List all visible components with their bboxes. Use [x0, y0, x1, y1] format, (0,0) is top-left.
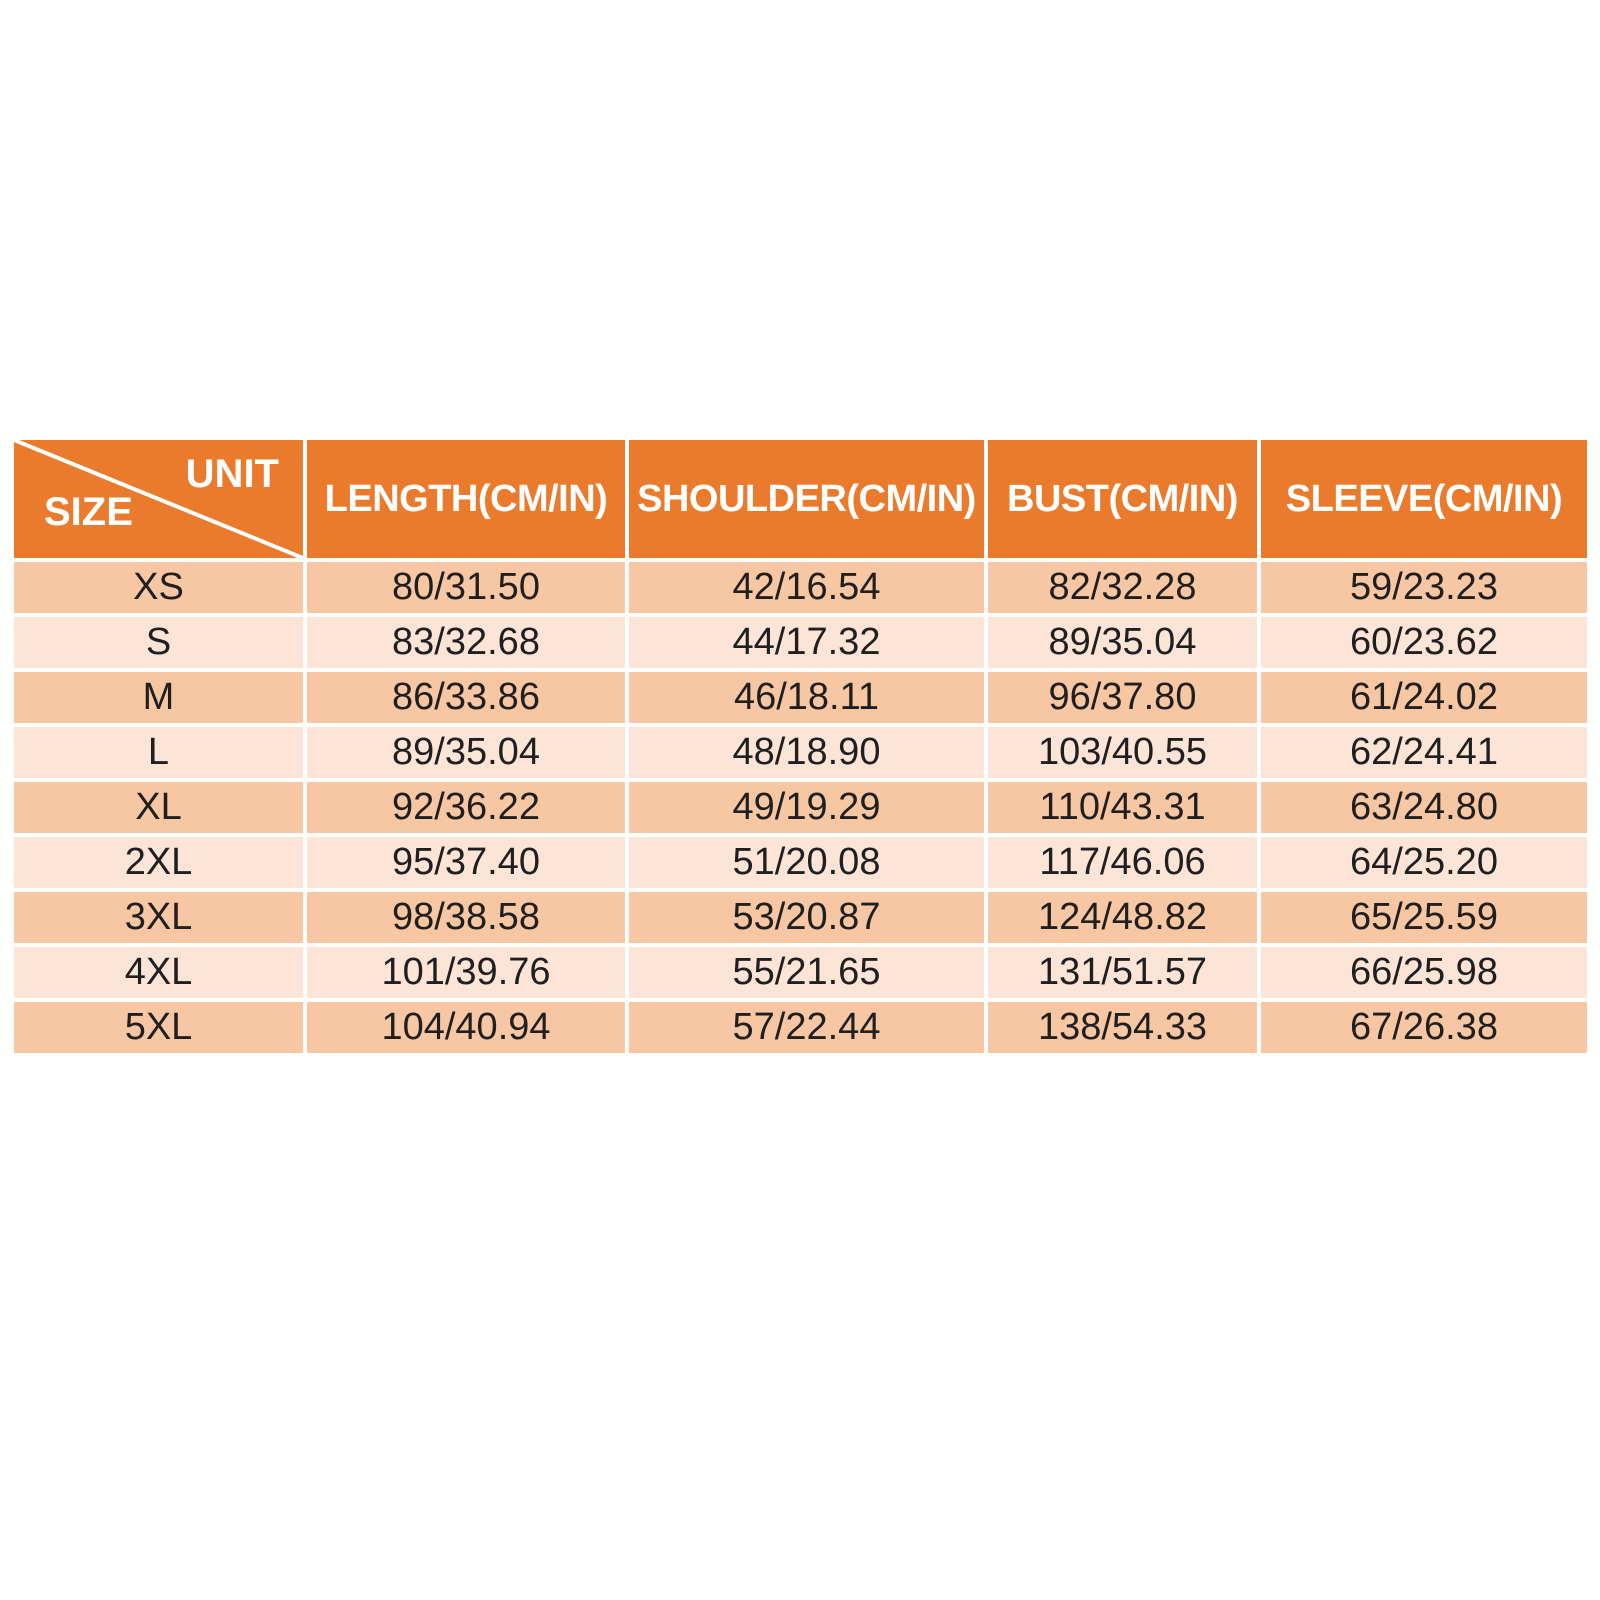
cell-shoulder: 42/16.54 — [629, 562, 984, 613]
cell-sleeve: 66/25.98 — [1261, 947, 1587, 998]
cell-bust: 131/51.57 — [988, 947, 1257, 998]
cell-shoulder: 51/20.08 — [629, 837, 984, 888]
column-header-sleeve: SLEEVE(CM/IN) — [1261, 440, 1587, 558]
row-size-label: 3XL — [14, 892, 303, 943]
cell-bust: 89/35.04 — [988, 617, 1257, 668]
cell-shoulder: 57/22.44 — [629, 1002, 984, 1053]
cell-length: 86/33.86 — [307, 672, 625, 723]
row-size-label: 5XL — [14, 1002, 303, 1053]
row-size-label: 4XL — [14, 947, 303, 998]
column-header-bust: BUST(CM/IN) — [988, 440, 1257, 558]
cell-sleeve: 62/24.41 — [1261, 727, 1587, 778]
cell-sleeve: 63/24.80 — [1261, 782, 1587, 833]
cell-length: 98/38.58 — [307, 892, 625, 943]
cell-bust: 82/32.28 — [988, 562, 1257, 613]
cell-length: 80/31.50 — [307, 562, 625, 613]
row-size-label: S — [14, 617, 303, 668]
cell-bust: 96/37.80 — [988, 672, 1257, 723]
cell-bust: 138/54.33 — [988, 1002, 1257, 1053]
row-size-label: XL — [14, 782, 303, 833]
cell-length: 89/35.04 — [307, 727, 625, 778]
cell-shoulder: 46/18.11 — [629, 672, 984, 723]
cell-sleeve: 65/25.59 — [1261, 892, 1587, 943]
row-size-label: XS — [14, 562, 303, 613]
column-header-length: LENGTH(CM/IN) — [307, 440, 625, 558]
cell-sleeve: 60/23.62 — [1261, 617, 1587, 668]
cell-sleeve: 59/23.23 — [1261, 562, 1587, 613]
row-size-label: M — [14, 672, 303, 723]
corner-unit-label: UNIT — [185, 452, 279, 496]
cell-length: 92/36.22 — [307, 782, 625, 833]
column-header-shoulder: SHOULDER(CM/IN) — [629, 440, 984, 558]
cell-shoulder: 53/20.87 — [629, 892, 984, 943]
cell-sleeve: 61/24.02 — [1261, 672, 1587, 723]
cell-bust: 110/43.31 — [988, 782, 1257, 833]
corner-header-cell — [14, 440, 303, 558]
row-size-label: 2XL — [14, 837, 303, 888]
cell-shoulder: 44/17.32 — [629, 617, 984, 668]
corner-size-label: SIZE — [44, 490, 133, 534]
cell-length: 83/32.68 — [307, 617, 625, 668]
cell-length: 95/37.40 — [307, 837, 625, 888]
cell-sleeve: 64/25.20 — [1261, 837, 1587, 888]
cell-length: 101/39.76 — [307, 947, 625, 998]
cell-bust: 103/40.55 — [988, 727, 1257, 778]
cell-length: 104/40.94 — [307, 1002, 625, 1053]
cell-bust: 124/48.82 — [988, 892, 1257, 943]
row-size-label: L — [14, 727, 303, 778]
cell-shoulder: 49/19.29 — [629, 782, 984, 833]
size-chart-table — [14, 440, 1587, 1053]
cell-shoulder: 48/18.90 — [629, 727, 984, 778]
cell-bust: 117/46.06 — [988, 837, 1257, 888]
cell-shoulder: 55/21.65 — [629, 947, 984, 998]
cell-sleeve: 67/26.38 — [1261, 1002, 1587, 1053]
size-chart — [14, 440, 1587, 1053]
